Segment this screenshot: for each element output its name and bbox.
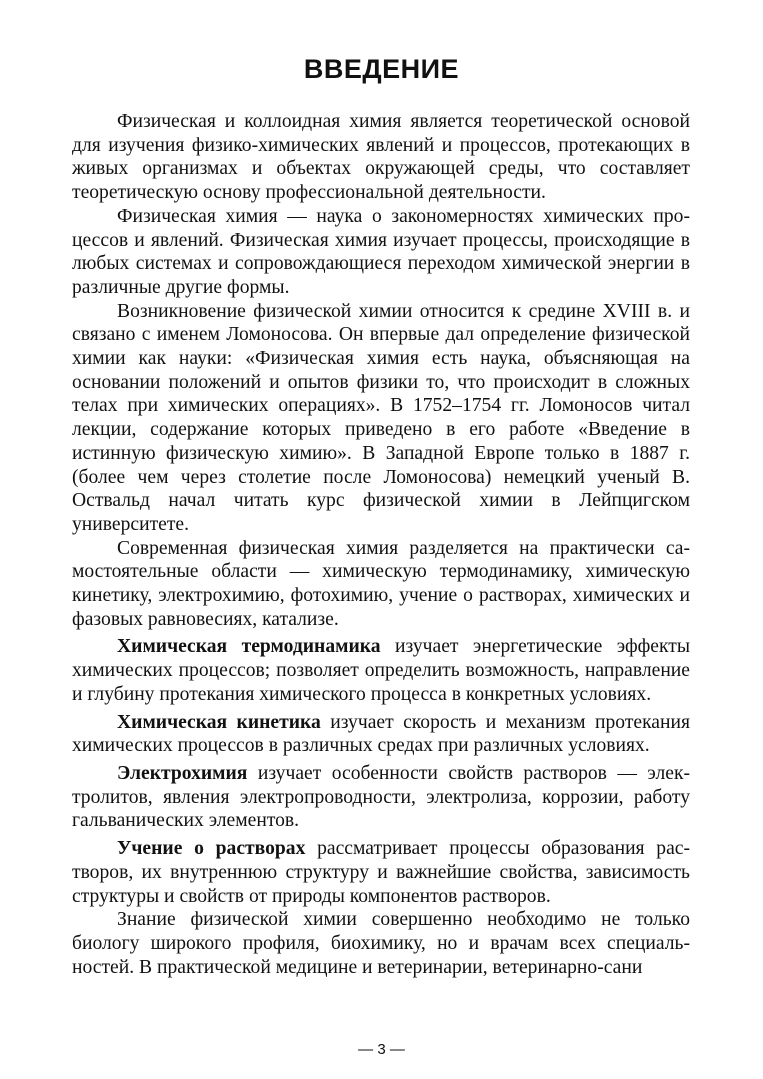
paragraph-text: Физическая химия — наука о закономерностях химических процессов и явлений. Физическая химия изучает процессы, происходящие в любых системах и сопровождающиеся переходом химической энергии в различные другие формы. [72, 205, 690, 298]
term-thermodynamics: Химическая термодинамика [117, 636, 381, 658]
paragraph-intro [72, 110, 690, 205]
term-solutions: Учение о растворах [117, 838, 306, 860]
paragraph-text: Знание физической химии совершенно необходимо не только биологу широкого профиля, биохимику, но и врачам всех специальностей. В практической медицине и ветеринарии, ветеринарно-сани [72, 909, 690, 978]
paragraph-areas [72, 537, 690, 632]
body-text [72, 110, 690, 979]
paragraph-text: Современная физическая химия разделяется на практически самостоятельные области — химическую термодинамику, химическую кинетику, электрохимию, фотохимию, учение о растворах, химических и фазовых равновесиях, катализе. [72, 537, 690, 630]
paragraph-definition [72, 205, 690, 300]
paragraph-importance [72, 908, 690, 979]
paragraph-thermodynamics [72, 635, 690, 706]
paragraph-history [72, 300, 690, 537]
paragraph-solutions [72, 837, 690, 908]
paragraph-electrochemistry [72, 762, 690, 833]
paragraph-text: Физическая и коллоидная химия является теоретической основой для изучения физико-химических явлений и процессов, протекающих в живых организмах и объектах окружающей среды, что составляет теоретическую основу профессиональной деятельности. [72, 111, 690, 204]
paragraph-text: изучает скорость и механизм протекания химических процессов в различных средах при различных условиях. [72, 711, 690, 757]
page-number: — 3 — [358, 1041, 405, 1058]
page-title: ВВЕДЕНИЕ [303, 54, 460, 84]
paragraph-text: Возникновение физической химии относится к средине XVIII в. и связано с именем Ломоносова. Он впервые дал определение физической химии как науки: «Физическая химия есть наука, объясняющая на основании положений и опытов физики то, что происходит в сложных телах при химических операциях». В 1752–1754 гг. Ломоносов читал лекции, содержание которых приведено в его работе «Введение в истинную физическую химию». В Западной Европе только в 1887 г. (более чем через столетие после Ломоносова) немецкий ученый В. Оствальд начал читать курс физической химии в Лейпцигском университете. [72, 300, 690, 535]
paragraph-text: изучает особенности свойств растворов — электролитов, явления электропроводности, электролиза, коррозии, работу гальванических элементов. [72, 762, 690, 832]
term-kinetics: Химическая кинетика [117, 711, 321, 733]
term-electrochemistry: Электрохимия [117, 762, 248, 784]
paragraph-kinetics [72, 711, 690, 758]
paragraph-text: изучает энергетические эффекты химических процессов; позволяет определить возможность, направление и глубину протекания химического процесса в конкретных условиях. [72, 636, 690, 705]
paragraph-text: рассматривает процессы образования растворов, их внутреннюю структуру и важнейшие свойства, зависимость структуры и свойств от природы компонентов растворов. [72, 838, 691, 907]
